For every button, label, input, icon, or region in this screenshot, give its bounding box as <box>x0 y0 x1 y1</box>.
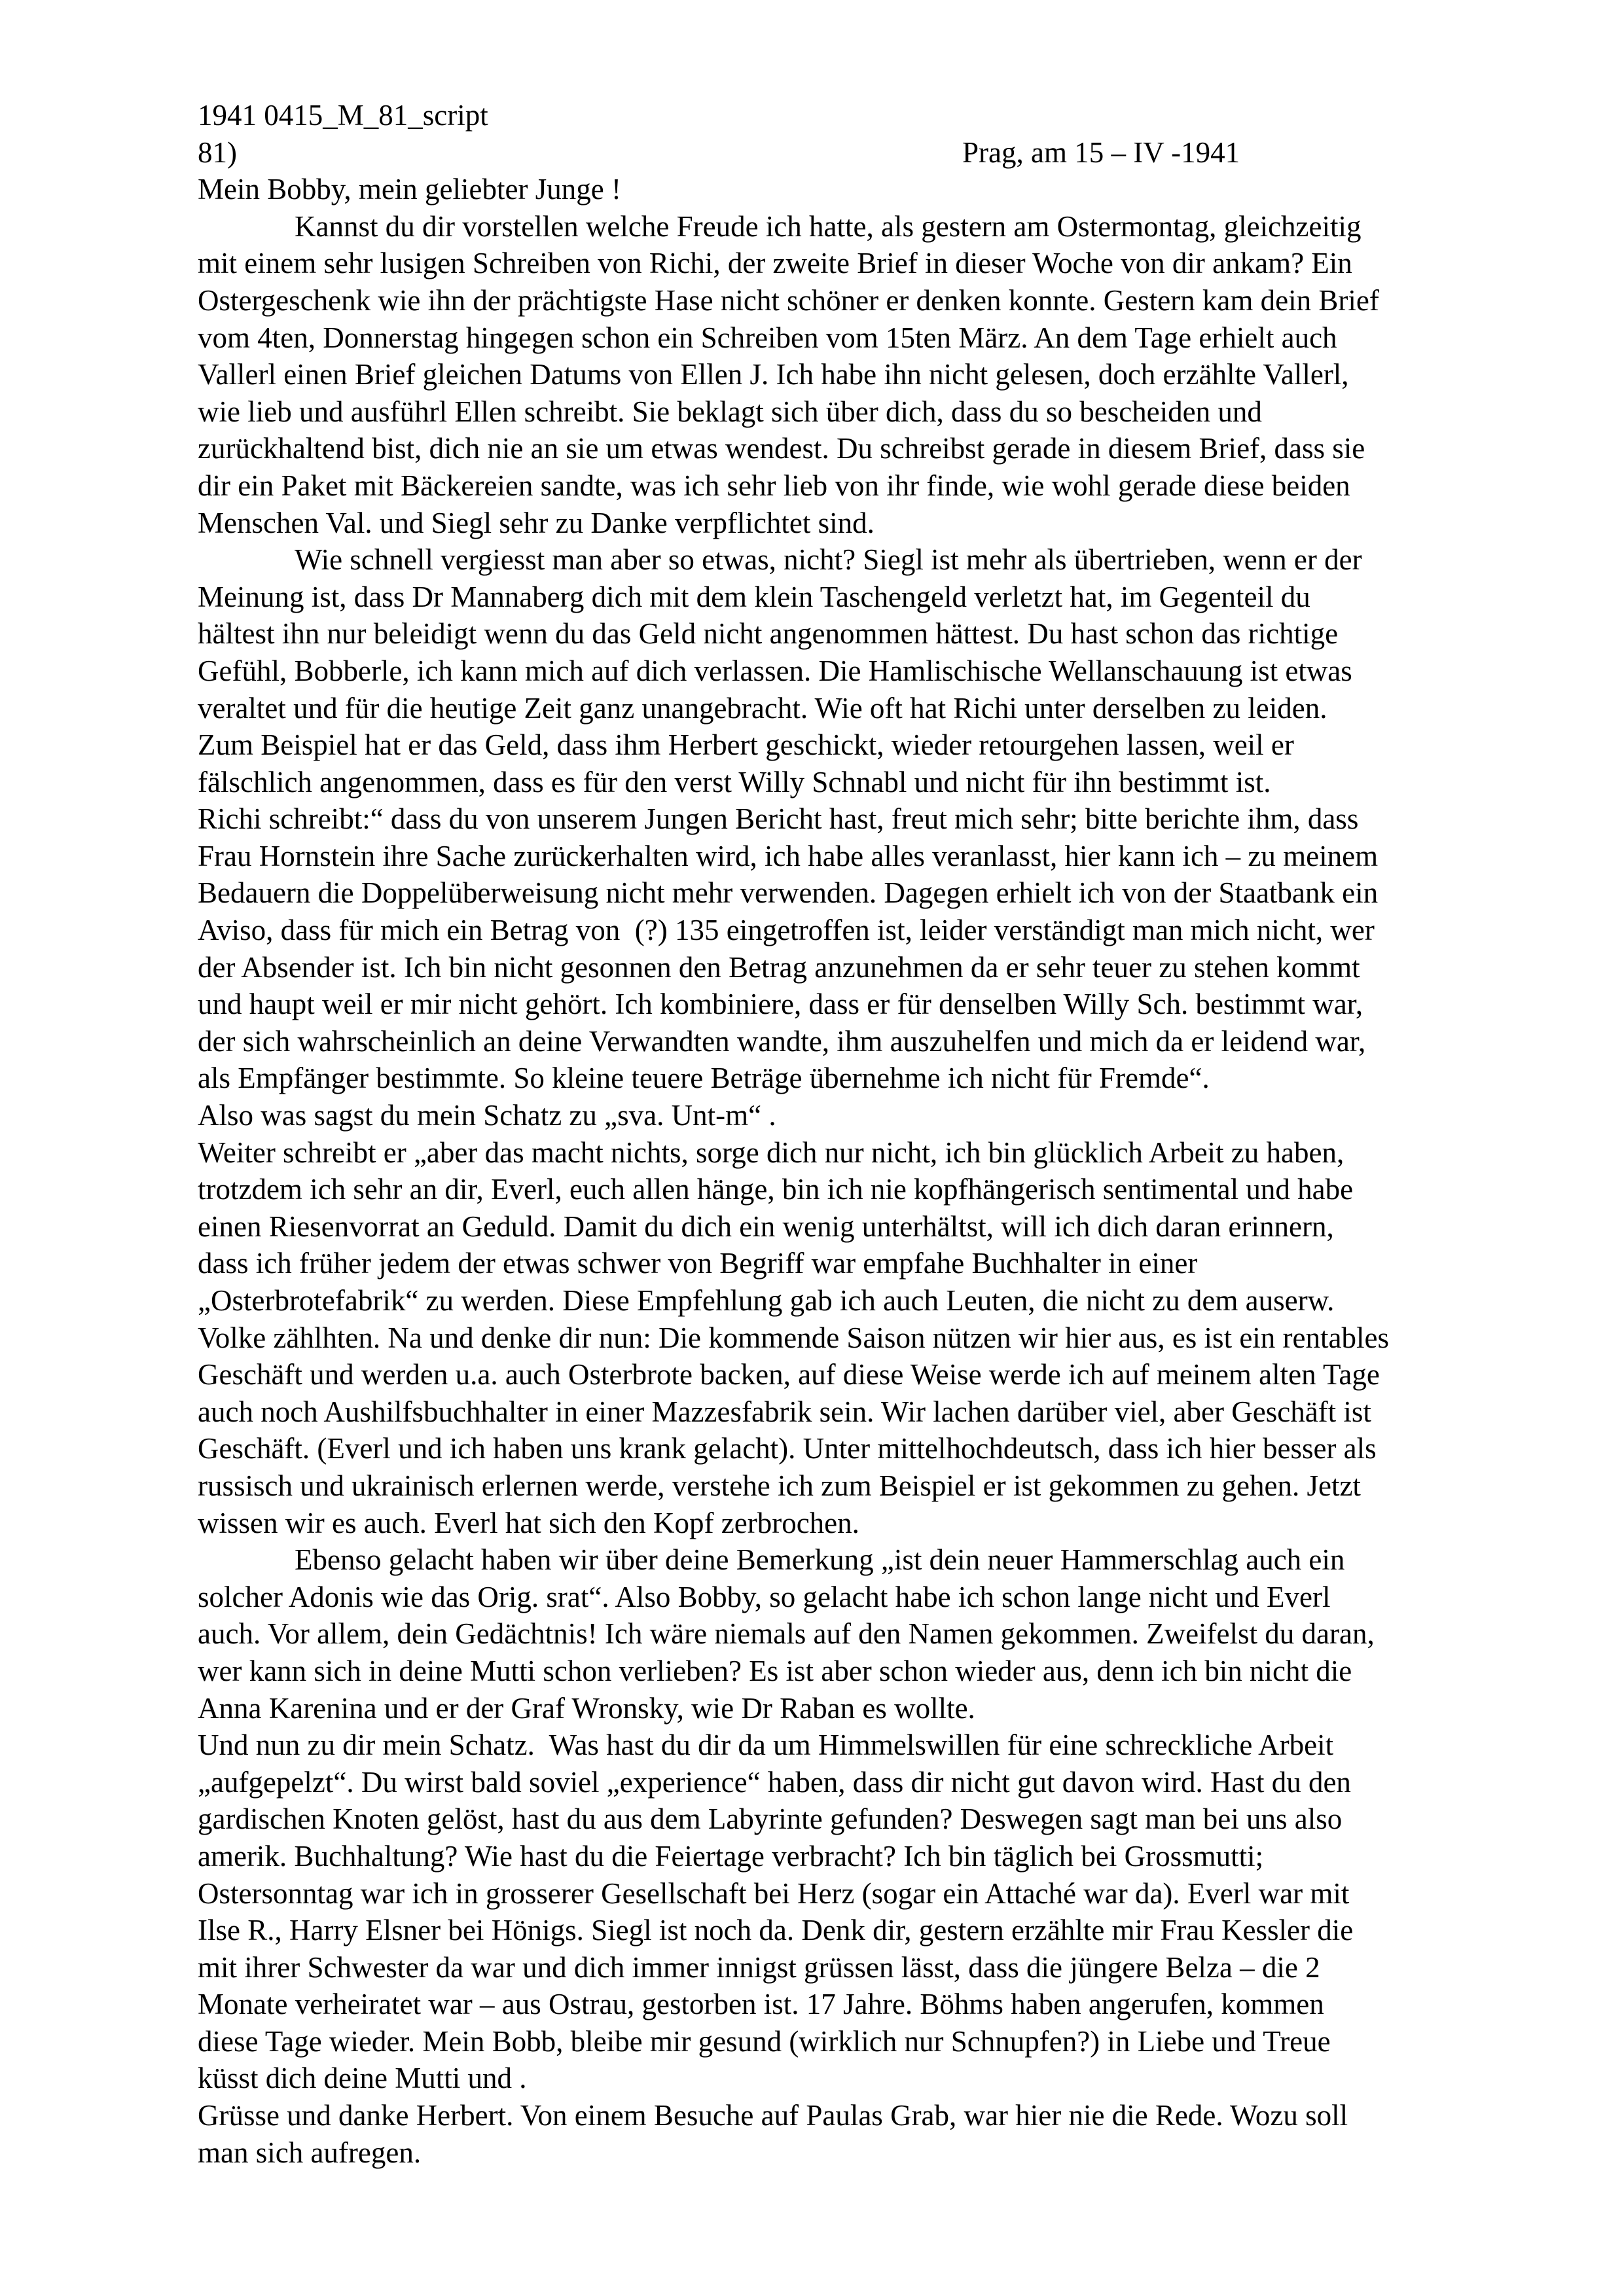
text-line: Frau Hornstein ihre Sache zurückerhalten wird, ich habe alles veranlasst, hier kann ich – zu meinem <box>198 839 1379 872</box>
letter-number: 81) <box>198 135 237 169</box>
text-line: Ilse R., Harry Elsner bei Hönigs. Siegl ist noch da. Denk dir, gestern erzählte mir Frau Kessler die <box>198 1914 1354 1947</box>
text-line: Wie schnell vergiesst man aber so etwas, nicht? Siegl ist mehr als übertrieben, wenn er der <box>295 543 1362 577</box>
text-line: der Absender ist. Ich bin nicht gesonnen den Betrag anzunehmen da er sehr teuer zu stehen kommt <box>198 950 1360 984</box>
text-line: Richi schreibt:“ dass du von unserem Jungen Bericht hast, freut mich sehr; bitte berichte ihm, dass <box>198 802 1359 836</box>
text-line: Meinung ist, dass Dr Mannaberg dich mit dem klein Taschengeld verletzt hat, im Gegenteil du <box>198 580 1310 613</box>
text-line: dir ein Paket mit Bäckereien sandte, was ich sehr lieb von ihr finde, wie wohl gerade diese beiden <box>198 469 1350 502</box>
text-line: Ostergeschenk wie ihn der prächtigste Hase nicht schöner er denken konnte. Gestern kam dein Brief <box>198 283 1379 317</box>
text-line: auch noch Aushilfsbuchhalter in einer Mazzesfabrik sein. Wir lachen darüber viel, aber Geschäft ist <box>198 1395 1371 1428</box>
text-line: dass ich früher jedem der etwas schwer von Begriff war empfahe Buchhalter in einer <box>198 1247 1198 1280</box>
text-line: amerik. Buchhaltung? Wie hast du die Feiertage verbracht? Ich bin täglich bei Grossmutti; <box>198 1839 1264 1873</box>
text-line: Vallerl einen Brief gleichen Datums von Ellen J. Ich habe ihn nicht gelesen, doch erzählte Vallerl, <box>198 358 1349 391</box>
letter-body <box>198 97 1461 2171</box>
text-line: hältest ihn nur beleidigt wenn du das Geld nicht angenommen hättest. Du hast schon das richtige <box>198 617 1339 651</box>
text-line: wie lieb und ausführl Ellen schreibt. Sie beklagt sich über dich, dass du so bescheiden und <box>198 395 1262 428</box>
text-line: veraltet und für die heutige Zeit ganz unangebracht. Wie oft hat Richi unter derselben zu leiden. <box>198 691 1327 725</box>
text-line: Kannst du dir vorstellen welche Freude ich hatte, als gestern am Ostermontag, gleichzeitig <box>295 209 1362 243</box>
text-line: einen Riesenvorrat an Geduld. Damit du dich ein wenig unterhältst, will ich dich daran erinnern, <box>198 1210 1334 1243</box>
text-line: Und nun zu dir mein Schatz. Was hast du dir da um Himmelswillen für eine schreckliche Arbeit <box>198 1729 1334 1762</box>
text-line: küsst dich deine Mutti und . <box>198 2062 527 2095</box>
text-line: fälschlich angenommen, dass es für den verst Willy Schnabl und nicht für ihn bestimmt ist. <box>198 765 1271 798</box>
text-line: Monate verheiratet war – aus Ostrau, gestorben ist. 17 Jahre. Böhms haben angerufen, kommen <box>198 1988 1324 2021</box>
text-line: Zum Beispiel hat er das Geld, dass ihm Herbert geschickt, wieder retourgehen lassen, weil er <box>198 728 1294 762</box>
text-line: Also was sagst du mein Schatz zu „sva. Unt-m“ . <box>198 1099 776 1132</box>
text-line: auch. Vor allem, dein Gedächtnis! Ich wäre niemals auf den Namen gekommen. Zweifelst du daran, <box>198 1617 1375 1651</box>
text-line: „aufgepelzt“. Du wirst bald soviel „experience“ haben, dass dir nicht gut davon wird. Hast du den <box>198 1765 1351 1799</box>
text-line: trotzdem ich sehr an dir, Everl, euch allen hänge, bin ich nie kopfhängerisch sentimental und habe <box>198 1173 1354 1206</box>
file-label: 1941 0415_M_81_script <box>198 99 488 132</box>
text-line: russisch und ukrainisch erlernen werde, verstehe ich zum Beispiel er ist gekommen zu gehen. Jetzt <box>198 1469 1361 1502</box>
text-line: Aviso, dass für mich ein Betrag von (?) 135 eingetroffen ist, leider verständigt man mich nicht, wer <box>198 914 1375 947</box>
text-line: Weiter schreibt er „aber das macht nichts, sorge dich nur nicht, ich bin glücklich Arbeit zu haben, <box>198 1136 1344 1169</box>
text-line: solcher Adonis wie das Orig. srat“. Also Bobby, so gelacht habe ich schon lange nicht und Everl <box>198 1580 1331 1613</box>
text-line: Anna Karenina und er der Graf Wronsky, wie Dr Raban es wollte. <box>198 1691 975 1725</box>
text-line: mit ihrer Schwester da war und dich immer innigst grüssen lässt, dass die jüngere Belza – die 2 <box>198 1950 1320 1984</box>
text-line: „Osterbrotefabrik“ zu werden. Diese Empfehlung gab ich auch Leuten, die nicht zu dem auserw. <box>198 1284 1335 1317</box>
place-date: Prag, am 15 – IV -1941 <box>962 135 1240 169</box>
text-line: diese Tage wieder. Mein Bobb, bleibe mir gesund (wirklich nur Schnupfen?) in Liebe und Treue <box>198 2024 1331 2058</box>
text-line: Geschäft. (Everl und ich haben uns krank gelacht). Unter mittelhochdeutsch, dass ich hier besser als <box>198 1432 1377 1465</box>
text-line: vom 4ten, Donnerstag hingegen schon ein Schreiben vom 15ten März. An dem Tage erhielt auch <box>198 321 1337 354</box>
text-line: mit einem sehr lusigen Schreiben von Richi, der zweite Brief in dieser Woche von dir ankam? Ein <box>198 247 1352 280</box>
text-line: gardischen Knoten gelöst, hast du aus dem Labyrinte gefunden? Deswegen sagt man bei uns also <box>198 1803 1343 1836</box>
salutation: Mein Bobby, mein geliebter Junge ! <box>198 173 621 206</box>
text-line: Gefühl, Bobberle, ich kann mich auf dich verlassen. Die Hamlischische Wellanschauung ist etwas <box>198 654 1352 687</box>
text-line: als Empfänger bestimmte. So kleine teuere Beträge übernehme ich nicht für Fremde“. <box>198 1062 1210 1095</box>
text-line: Geschäft und werden u.a. auch Osterbrote backen, auf diese Weise werde ich auf meinem alten Tage <box>198 1358 1380 1391</box>
text-line: man sich aufregen. <box>198 2136 422 2169</box>
text-line: Bedauern die Doppelüberweisung nicht mehr verwenden. Dagegen erhielt ich von der Staatbank ein <box>198 876 1379 910</box>
text-line: Ostersonntag war ich in grosserer Gesellschaft bei Herz (sogar ein Attaché war da). Everl war mit <box>198 1876 1350 1910</box>
text-line: Menschen Val. und Siegl sehr zu Danke verpflichtet sind. <box>198 506 875 539</box>
text-line: Volke zählhten. Na und denke dir nun: Die kommende Saison nützen wir hier aus, es ist ein rentables <box>198 1321 1389 1354</box>
text-line: wissen wir es auch. Everl hat sich den Kopf zerbrochen. <box>198 1506 859 1539</box>
text-line: der sich wahrscheinlich an deine Verwandten wandte, ihm auszuhelfen und mich da er leidend war, <box>198 1024 1366 1058</box>
letter-header-row <box>198 134 1461 171</box>
text-line: Ebenso gelacht haben wir über deine Bemerkung „ist dein neuer Hammerschlag auch ein <box>295 1543 1345 1577</box>
text-line: Grüsse und danke Herbert. Von einem Besuche auf Paulas Grab, war hier nie die Rede. Wozu soll <box>198 2099 1348 2132</box>
text-line: wer kann sich in deine Mutti schon verlieben? Es ist aber schon wieder aus, denn ich bin nicht die <box>198 1654 1352 1687</box>
text-line: zurückhaltend bist, dich nie an sie um etwas wendest. Du schreibst gerade in diesem Brief, dass sie <box>198 432 1365 465</box>
text-line: und haupt weil er mir nicht gehört. Ich kombiniere, dass er für denselben Willy Sch. bestimmt war, <box>198 988 1363 1021</box>
